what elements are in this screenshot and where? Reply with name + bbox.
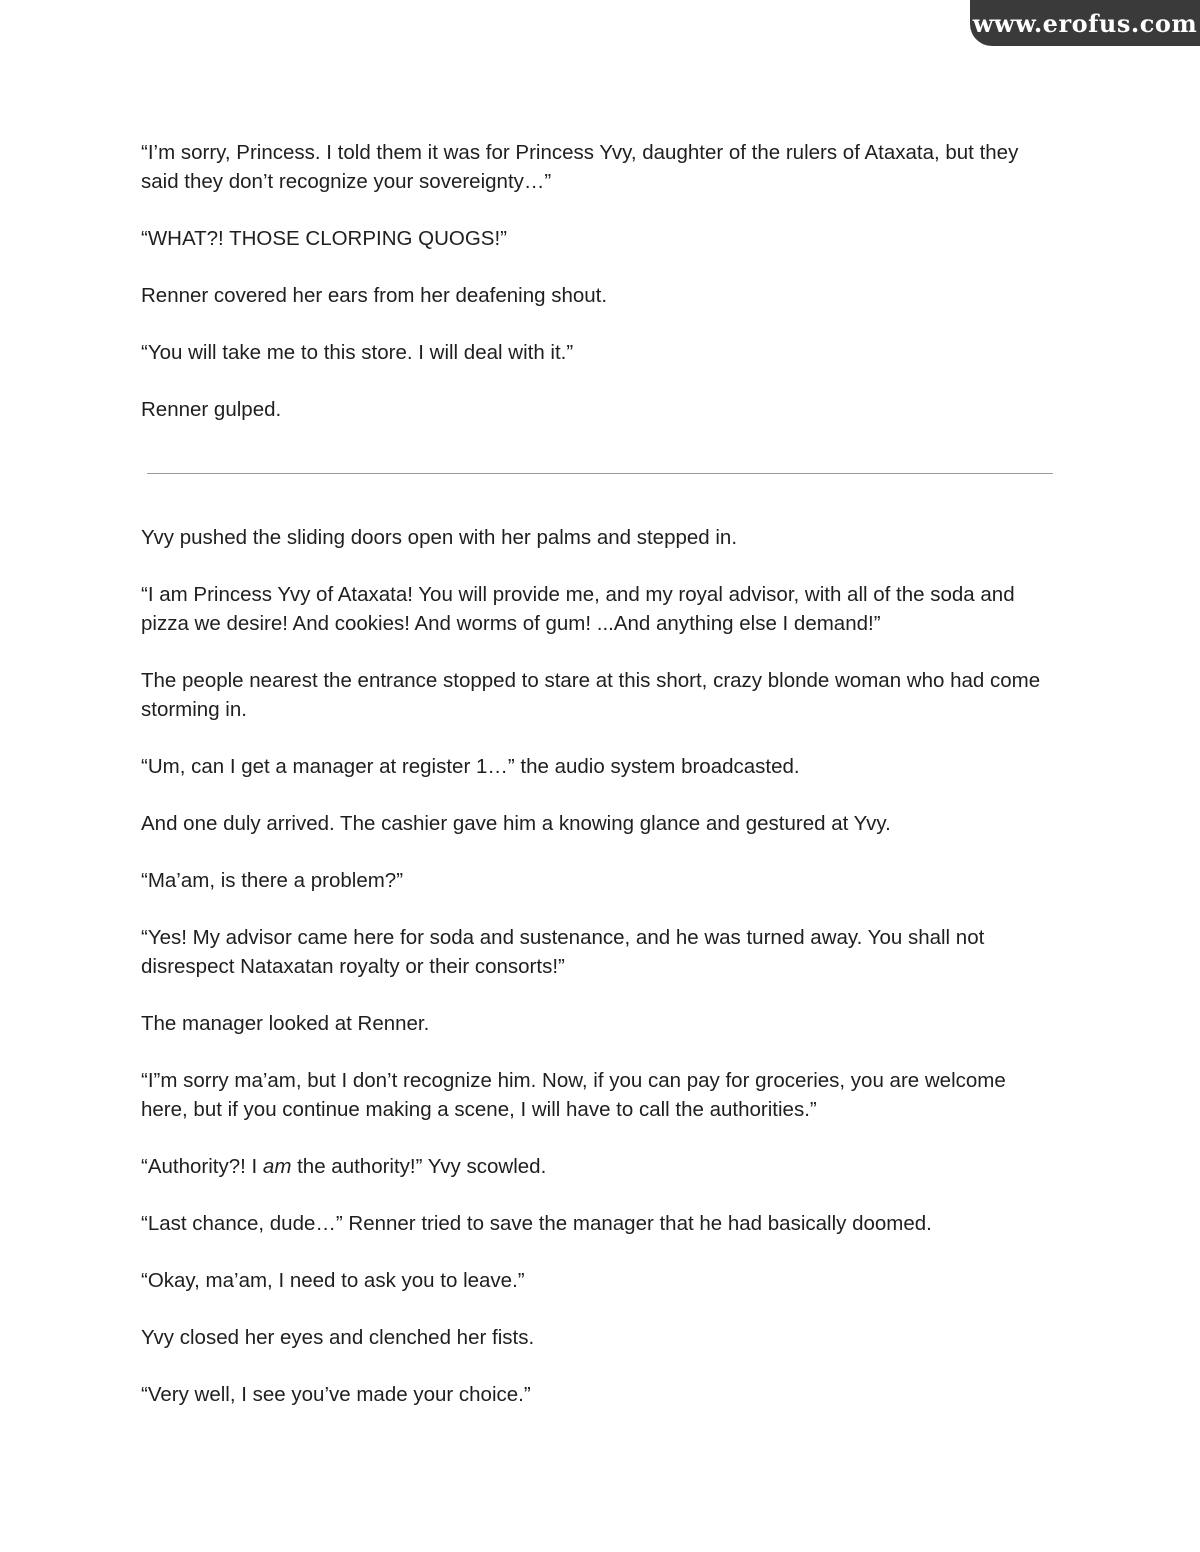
paragraph: “You will take me to this store. I will deal with it.”: [141, 341, 574, 364]
paragraph: “Last chance, dude…” Renner tried to save the manager that he had basically doomed.: [141, 1212, 932, 1235]
section-1: [141, 138, 1056, 424]
text-run: “Authority?! I: [141, 1155, 263, 1178]
paragraph: “Very well, I see you’ve made your choice.”: [141, 1383, 531, 1406]
paragraph: Yvy pushed the sliding doors open with her palms and stepped in.: [141, 526, 738, 549]
paragraph: “Ma’am, is there a problem?”: [141, 869, 404, 892]
paragraph: “WHAT?! THOSE CLORPING QUOGS!”: [141, 227, 507, 250]
paragraph: “Um, can I get a manager at register 1…” the audio system broadcasted.: [141, 755, 800, 778]
paragraph-with-emphasis: [141, 1152, 1056, 1181]
paragraph: “Yes! My advisor came here for soda and sustenance, and he was turned away. You shall not disrespect Nataxatan royalty or their consorts!”: [141, 926, 985, 978]
section-2: [141, 523, 1056, 1409]
paragraph: Renner gulped.: [141, 398, 282, 421]
paragraph: Renner covered her ears from her deafening shout.: [141, 284, 608, 307]
emphasis-text: am: [262, 1155, 292, 1178]
paragraph: “I”m sorry ma’am, but I don’t recognize him. Now, if you can pay for groceries, you are welcome here, but if you continue making a scene, I will have to call the authorities.”: [141, 1069, 1006, 1121]
paragraph: “I’m sorry, Princess. I told them it was for Princess Yvy, daughter of the rulers of Ataxata, but they said they don’t recognize your sovereignty…”: [141, 141, 1019, 193]
paragraph: “I am Princess Yvy of Ataxata! You will provide me, and my royal advisor, with all of the soda and pizza we desire! And cookies! And worms of gum! ...And anything else I demand!”: [141, 583, 1015, 635]
document-page: [141, 138, 1056, 1437]
watermark-badge: [970, 0, 1200, 46]
section-divider: [147, 473, 1053, 474]
paragraph: The people nearest the entrance stopped to stare at this short, crazy blonde woman who had come storming in.: [141, 669, 1041, 721]
paragraph: The manager looked at Renner.: [141, 1012, 430, 1035]
paragraph: And one duly arrived. The cashier gave him a knowing glance and gestured at Yvy.: [141, 812, 891, 835]
text-run: the authority!” Yvy scowled.: [291, 1155, 547, 1178]
watermark-text: www.erofus.com: [972, 8, 1198, 38]
paragraph: Yvy closed her eyes and clenched her fists.: [141, 1326, 535, 1349]
paragraph: “Okay, ma’am, I need to ask you to leave.”: [141, 1269, 525, 1292]
